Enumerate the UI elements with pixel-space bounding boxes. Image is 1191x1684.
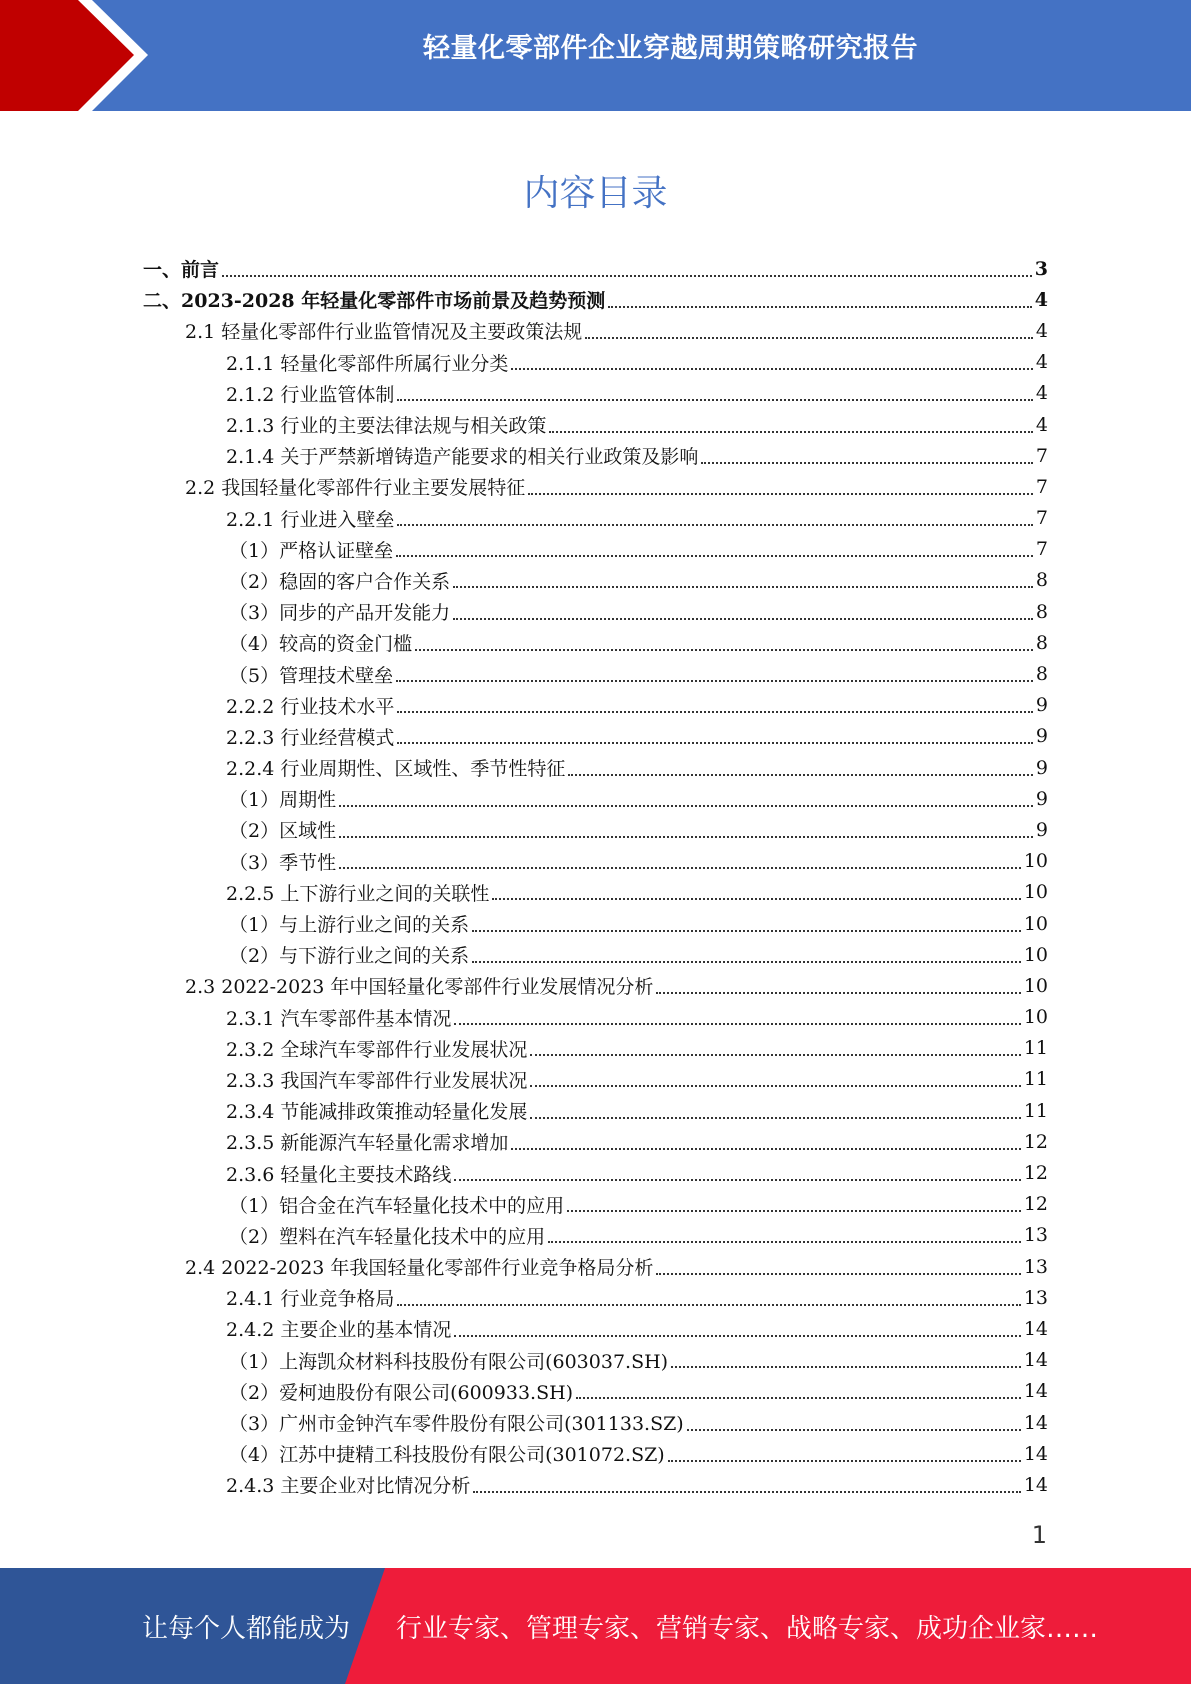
toc-dot-leader (472, 930, 1021, 932)
toc-entry-title: （1）铝合金在汽车轻量化技术中的应用 (229, 1194, 565, 1217)
toc-entry[interactable] (143, 939, 1048, 970)
toc-dot-leader (585, 337, 1033, 339)
toc-dot-leader (656, 992, 1020, 994)
toc-dot-leader (668, 1460, 1021, 1462)
toc-dot-leader (222, 275, 1032, 277)
toc-entry[interactable] (143, 846, 1048, 877)
toc-entry[interactable] (143, 690, 1048, 721)
toc-entry-title: （4）江苏中捷精工科技股份有限公司(301072.SZ) (229, 1444, 665, 1467)
toc-dot-leader (687, 1429, 1021, 1431)
toc-entry[interactable] (143, 378, 1048, 409)
toc-dot-leader (454, 1335, 1020, 1337)
toc-entry-title: 2.4.2 主要企业的基本情况 (226, 1319, 452, 1342)
toc-entry-page: 10 (1023, 1006, 1048, 1029)
toc-entry-title: （2）塑料在汽车轻量化技术中的应用 (229, 1225, 546, 1248)
toc-entry-title: 2.4.1 行业竞争格局 (226, 1288, 395, 1311)
toc-entry[interactable] (143, 1438, 1048, 1469)
toc-entry[interactable] (143, 752, 1048, 783)
toc-entry-title: （4）较高的资金门槛 (229, 633, 413, 656)
toc-entry[interactable] (143, 347, 1048, 378)
toc-entry-title: （1）上海凯众材料科技股份有限公司(603037.SH) (229, 1350, 669, 1373)
toc-entry-page: 14 (1023, 1473, 1048, 1496)
toc-entry-page: 8 (1035, 663, 1048, 686)
toc-entry-page: 14 (1023, 1380, 1048, 1403)
toc-entry-page: 9 (1035, 818, 1048, 841)
toc-entry-page: 7 (1035, 538, 1048, 561)
toc-entry[interactable] (143, 1126, 1048, 1157)
toc-dot-leader (528, 493, 1033, 495)
toc-entry-title: 2.4 2022-2023 年我国轻量化零部件行业竞争格局分析 (185, 1257, 654, 1280)
toc-entry-title: （2）稳固的客户合作关系 (229, 570, 451, 593)
toc-entry-page: 14 (1023, 1317, 1048, 1340)
toc-entry-page: 4 (1035, 382, 1048, 405)
toc-entry[interactable] (143, 596, 1048, 627)
toc-entry-title: （3）广州市金钟汽车零件股份有限公司(301133.SZ) (229, 1413, 684, 1436)
toc-entry-title: 2.3.1 汽车零部件基本情况 (226, 1007, 452, 1030)
toc-entry-title: 2.3 2022-2023 年中国轻量化零部件行业发展情况分析 (185, 976, 654, 999)
toc-dot-leader (339, 805, 1033, 807)
toc-entry-page: 13 (1023, 1255, 1048, 1278)
header-title: 轻量化零部件企业穿越周期策略研究报告 (423, 33, 918, 64)
footer-slogan-right: 行业专家、管理专家、营销专家、战略专家、成功企业家…… (396, 1614, 1099, 1644)
toc-dot-leader (671, 1366, 1021, 1368)
toc-dot-leader (568, 774, 1033, 776)
footer-slogan-left: 让每个人都能成为 (142, 1614, 351, 1644)
toc-entry[interactable] (143, 1313, 1048, 1344)
toc-entry-title: 2.2.1 行业进入壁垒 (226, 508, 395, 531)
toc-entry[interactable] (143, 1469, 1048, 1500)
toc-entry-page: 12 (1023, 1130, 1048, 1153)
toc-entry-page: 11 (1023, 1068, 1048, 1091)
toc-dot-leader (397, 742, 1033, 744)
toc-dot-leader (453, 618, 1033, 620)
toc-entry[interactable] (143, 534, 1048, 565)
toc-entry-title: 2.3.2 全球汽车零部件行业发展状况 (226, 1038, 528, 1061)
toc-entry-title: 2.2.4 行业周期性、区域性、季节性特征 (226, 758, 566, 781)
toc-entry-title: 2.2.2 行业技术水平 (226, 695, 395, 718)
toc-entry-page: 9 (1035, 756, 1048, 779)
toc-dot-leader (511, 368, 1033, 370)
toc-dot-leader (454, 1023, 1020, 1025)
toc-entry-page: 3 (1034, 257, 1048, 280)
toc-title: 内容目录 (523, 173, 668, 214)
toc-entry-page: 10 (1023, 850, 1048, 873)
toc-entry-title: （1）周期性 (229, 789, 337, 812)
toc-entry[interactable] (143, 1002, 1048, 1033)
toc-entry-title: 2.3.3 我国汽车零部件行业发展状况 (226, 1069, 528, 1092)
toc-entry-page: 7 (1035, 444, 1048, 467)
toc-entry-title: 2.1.2 行业监管体制 (226, 383, 395, 406)
toc-entry-page: 9 (1035, 694, 1048, 717)
toc-entry[interactable] (143, 1376, 1048, 1407)
toc-entry[interactable] (143, 908, 1048, 939)
toc-entry-page: 12 (1023, 1162, 1048, 1185)
toc-entry-page: 4 (1035, 319, 1048, 342)
toc-entry-page: 11 (1023, 1099, 1048, 1122)
toc-dot-leader (397, 399, 1033, 401)
toc-entry-title: （2）与下游行业之间的关系 (229, 945, 470, 968)
toc-entry[interactable] (143, 284, 1048, 315)
toc-dot-leader (453, 586, 1033, 588)
toc-entry[interactable] (143, 1407, 1048, 1438)
toc-dot-leader (608, 306, 1032, 308)
toc-dot-leader (701, 462, 1033, 464)
toc-entry-page: 4 (1034, 288, 1048, 311)
toc-entry-title: 2.4.3 主要企业对比情况分析 (226, 1475, 471, 1498)
toc-dot-leader (567, 1210, 1021, 1212)
toc-entry-title: （5）管理技术壁垒 (229, 664, 394, 687)
toc-entry-page: 14 (1023, 1411, 1048, 1434)
toc-entry[interactable] (143, 565, 1048, 596)
toc-dot-leader (530, 1117, 1020, 1119)
toc-entry[interactable] (143, 440, 1048, 471)
toc-entry-page: 10 (1023, 974, 1048, 997)
toc-entry[interactable] (143, 970, 1048, 1001)
toc-entry[interactable] (143, 1189, 1048, 1220)
toc-entry[interactable] (143, 877, 1048, 908)
toc-entry-page: 8 (1035, 569, 1048, 592)
toc-entry[interactable] (143, 1064, 1048, 1095)
page-number: 1 (1031, 1521, 1047, 1549)
toc-dot-leader (415, 649, 1033, 651)
toc-entry-title: （1）与上游行业之间的关系 (229, 914, 470, 937)
toc-entry[interactable] (143, 1033, 1048, 1064)
toc-entry[interactable] (143, 783, 1048, 814)
toc-entry-title: 一、前言 (143, 259, 220, 282)
toc-dot-leader (511, 1148, 1020, 1150)
toc-dot-leader (548, 1241, 1021, 1243)
toc-entry-page: 10 (1023, 912, 1048, 935)
toc-dot-leader (530, 1085, 1020, 1087)
toc-entry-title: 2.1.3 行业的主要法律法规与相关政策 (226, 415, 547, 438)
toc-entry[interactable] (143, 253, 1048, 284)
toc-entry-title: （1）严格认证壁垒 (229, 539, 394, 562)
toc-entry[interactable] (143, 315, 1048, 346)
toc-entry[interactable] (143, 721, 1048, 752)
toc-entry-title: 2.2.3 行业经营模式 (226, 726, 395, 749)
footer-banner (0, 1568, 1191, 1684)
toc-dot-leader (339, 867, 1021, 869)
table-of-contents (143, 253, 1048, 1501)
toc-dot-leader (530, 1054, 1020, 1056)
toc-entry-page: 8 (1035, 600, 1048, 623)
toc-dot-leader (576, 1397, 1021, 1399)
toc-entry[interactable] (143, 409, 1048, 440)
toc-entry[interactable] (143, 1282, 1048, 1313)
toc-entry[interactable] (143, 471, 1048, 502)
toc-entry-title: 二、2023-2028 年轻量化零部件市场前景及趋势预测 (143, 290, 606, 313)
toc-entry[interactable] (143, 1220, 1048, 1251)
toc-entry-title: 2.2.5 上下游行业之间的关联性 (226, 882, 490, 905)
toc-entry-page: 9 (1035, 725, 1048, 748)
toc-entry-page: 4 (1035, 351, 1048, 374)
header-banner (0, 0, 1191, 111)
toc-entry-page: 14 (1023, 1349, 1048, 1372)
toc-entry[interactable] (143, 1095, 1048, 1126)
toc-dot-leader (473, 1491, 1020, 1493)
toc-entry[interactable] (143, 1157, 1048, 1188)
toc-entry-title: 2.1 轻量化零部件行业监管情况及主要政策法规 (185, 321, 583, 344)
toc-entry-title: 2.3.5 新能源汽车轻量化需求增加 (226, 1132, 509, 1155)
toc-entry-page: 10 (1023, 943, 1048, 966)
toc-entry-title: （2）爱柯迪股份有限公司(600933.SH) (229, 1381, 574, 1404)
toc-entry-title: （3）季节性 (229, 851, 337, 874)
toc-dot-leader (339, 836, 1033, 838)
toc-entry-page: 10 (1023, 881, 1048, 904)
toc-dot-leader (396, 680, 1033, 682)
toc-dot-leader (397, 524, 1033, 526)
toc-entry-title: （3）同步的产品开发能力 (229, 602, 451, 625)
toc-entry-title: （2）区域性 (229, 820, 337, 843)
toc-entry-title: 2.3.6 轻量化主要技术路线 (226, 1163, 452, 1186)
toc-entry-page: 7 (1035, 475, 1048, 498)
toc-entry-page: 13 (1023, 1224, 1048, 1247)
toc-dot-leader (472, 961, 1021, 963)
header-chevron-icon (0, 0, 160, 111)
toc-entry[interactable] (143, 503, 1048, 534)
toc-entry-page: 9 (1035, 787, 1048, 810)
toc-entry-page: 4 (1035, 413, 1048, 436)
toc-entry-page: 12 (1023, 1193, 1048, 1216)
toc-entry-page: 7 (1035, 507, 1048, 530)
toc-entry[interactable] (143, 1251, 1048, 1282)
toc-entry-title: 2.3.4 节能减排政策推动轻量化发展 (226, 1101, 528, 1124)
toc-entry-page: 13 (1023, 1286, 1048, 1309)
toc-entry[interactable] (143, 1345, 1048, 1376)
toc-entry[interactable] (143, 814, 1048, 845)
toc-entry-title: 2.1.4 关于严禁新增铸造产能要求的相关行业政策及影响 (226, 446, 699, 469)
toc-dot-leader (397, 711, 1033, 713)
toc-entry-title: 2.1.1 轻量化零部件所属行业分类 (226, 352, 509, 375)
toc-entry[interactable] (143, 627, 1048, 658)
toc-dot-leader (492, 898, 1020, 900)
toc-dot-leader (396, 555, 1033, 557)
toc-entry-page: 14 (1023, 1442, 1048, 1465)
toc-dot-leader (656, 1273, 1020, 1275)
toc-dot-leader (454, 1179, 1020, 1181)
toc-entry-page: 8 (1035, 631, 1048, 654)
toc-dot-leader (549, 431, 1033, 433)
toc-entry-title: 2.2 我国轻量化零部件行业主要发展特征 (185, 477, 526, 500)
toc-dot-leader (397, 1304, 1020, 1306)
toc-entry-page: 11 (1023, 1037, 1048, 1060)
toc-entry[interactable] (143, 658, 1048, 689)
